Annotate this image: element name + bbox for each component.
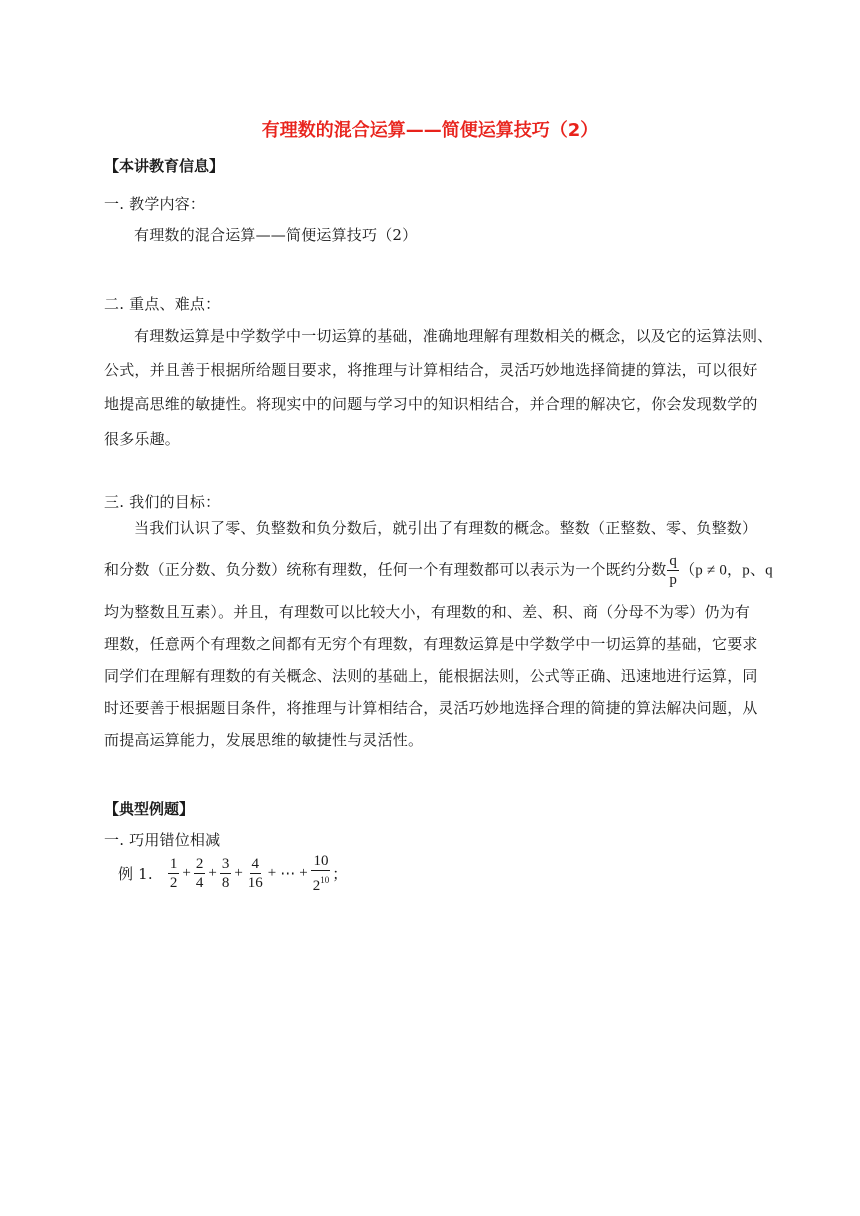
section3-line: 时还要善于根据题目条件，将推理与计算相结合，灵活巧妙地选择合理的简捷的算法解决问题，从 xyxy=(104,699,758,717)
fraction-numerator: 2 xyxy=(195,855,204,872)
fraction-numerator: 4 xyxy=(251,855,260,872)
section2-line: 很多乐趣。 xyxy=(104,430,181,448)
plus-sign: + xyxy=(182,864,191,881)
fraction-denominator: 2 xyxy=(169,874,178,891)
fraction-term-last xyxy=(311,852,332,895)
section3-line: 当我们认识了零、负整数和负分数后，就引出了有理数的概念。整数（正整数、零、负整数） xyxy=(134,519,758,537)
fraction-term xyxy=(194,855,206,892)
section2-line: 地提高思维的敏捷性。将现实中的问题与学习中的知识相结合，并合理的解决它，你会发现数学的 xyxy=(104,395,758,413)
fraction-term xyxy=(168,855,180,892)
section2-label: 二. 重点、难点： xyxy=(104,295,221,313)
examples-heading: 【典型例题】 xyxy=(104,800,195,818)
fraction-q-over-p xyxy=(667,552,679,589)
fraction-denominator: 16 xyxy=(247,874,263,891)
fraction-denominator: 8 xyxy=(221,874,230,891)
example-label: 例 1. xyxy=(118,864,153,883)
section3-line-with-fraction xyxy=(104,552,773,589)
page-title: 有理数的混合运算——简便运算技巧（2） xyxy=(261,120,599,141)
power-base: 2 xyxy=(312,877,321,894)
fraction-numerator: 10 xyxy=(313,852,329,869)
section3-label: 三. 我们的目标： xyxy=(104,493,221,511)
fraction-numerator: 1 xyxy=(169,855,178,872)
section1-label: 一. 教学内容： xyxy=(104,195,206,213)
info-heading: 【本讲教育信息】 xyxy=(104,157,225,175)
example-1-expression xyxy=(118,851,347,895)
fraction-term xyxy=(246,855,265,892)
fraction-term xyxy=(220,855,232,892)
fraction-denominator xyxy=(311,871,332,895)
fraction-numerator: 3 xyxy=(221,855,230,872)
plus-sign: + xyxy=(267,864,277,881)
power-exponent: 10 xyxy=(320,874,330,885)
section3-line: 而提高运算能力，发展思维的敏捷性与灵活性。 xyxy=(104,731,424,749)
fraction-condition: （p ≠ 0，p、q xyxy=(680,562,773,579)
example-section-label: 一. 巧用错位相减 xyxy=(104,831,221,849)
section3-line: 理数，任意两个有理数之间都有无穷个有理数，有理数运算是中学数学中一切运算的基础，它要求 xyxy=(104,635,758,653)
end-mark: ； xyxy=(332,864,348,883)
ellipsis: ⋯ xyxy=(280,865,296,882)
section3-line: 均为整数且互素）。并且，有理数可以比较大小，有理数的和、差、积、商（分母不为零）仍为有 xyxy=(104,603,751,621)
plus-sign: + xyxy=(208,864,217,881)
section1-text: 有理数的混合运算——简便运算技巧（2） xyxy=(134,226,418,244)
fraction-numerator: q xyxy=(669,553,678,569)
plus-sign: + xyxy=(234,864,243,881)
plus-sign: + xyxy=(299,864,308,881)
section2-line: 公式，并且善于根据所给题目要求，将推理与计算相结合，灵活巧妙地选择简捷的算法，可以很好 xyxy=(104,361,758,379)
section3-line-text: 和分数（正分数、负分数）统称有理数，任何一个有理数都可以表示为一个既约分数 xyxy=(104,560,667,579)
section2-line: 有理数运算是中学数学中一切运算的基础，准确地理解有理数相关的概念，以及它的运算法则、 xyxy=(134,327,773,345)
fraction-denominator: p xyxy=(669,572,678,588)
section3-line: 同学们在理解有理数的有关概念、法则的基础上，能根据法则，公式等正确、迅速地进行运算，同 xyxy=(104,667,758,685)
fraction-denominator: 4 xyxy=(195,874,204,891)
